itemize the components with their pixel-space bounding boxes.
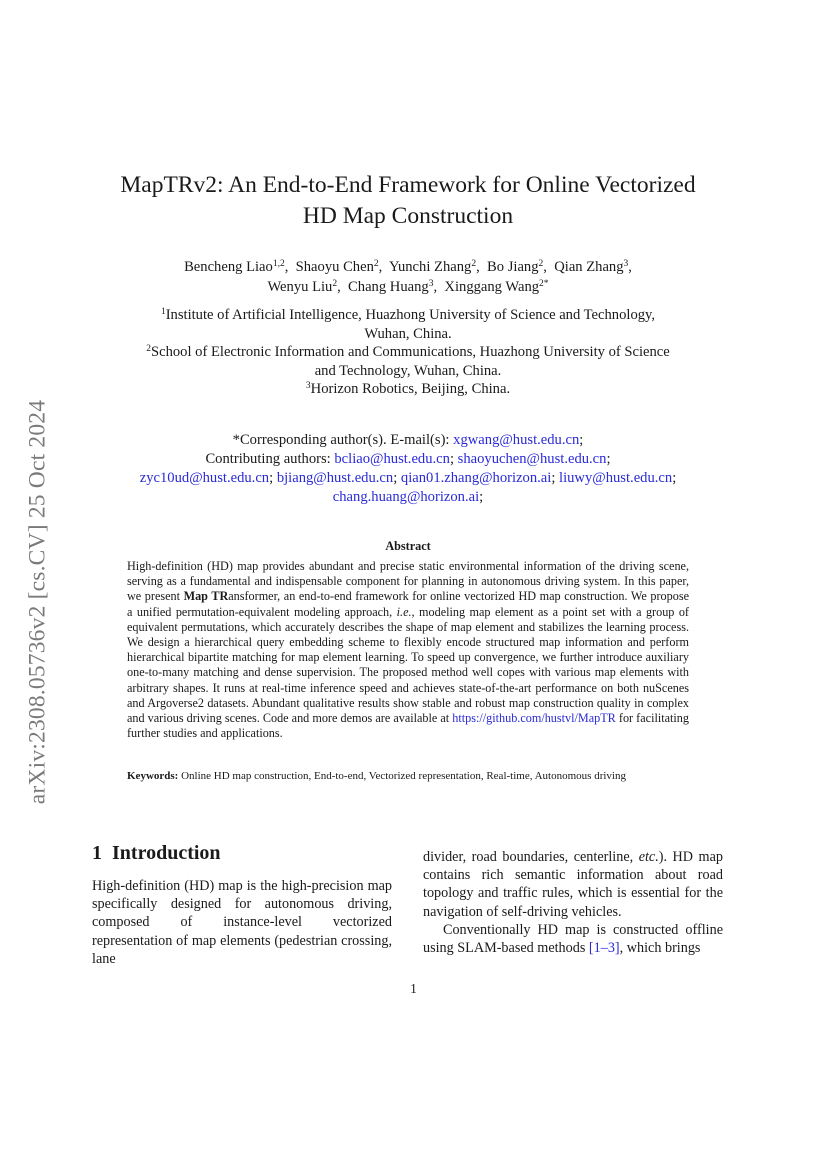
author-affiliation-mark: 2 <box>373 259 379 269</box>
section-heading <box>92 842 221 865</box>
arxiv-identifier: arXiv:2308.05736v2 [cs.CV] 25 Oct 2024 <box>24 399 51 805</box>
affiliations <box>100 306 716 399</box>
author-affiliation-mark: 3 <box>428 279 434 289</box>
affiliation-3 <box>100 380 716 399</box>
abstract-span: High-definition (HD) map provides abundant and precise static environmental information of the driving scene, serving as a fundamental and indispensable component for planning in autonomous driving system. In this paper, we present <box>127 559 689 604</box>
affiliation-mark: 2 <box>146 344 151 355</box>
author-affiliation-mark: 2 <box>332 279 338 289</box>
author-affiliation-mark: 2 <box>471 259 477 269</box>
text-span: divider, road boundaries, centerline, <box>423 849 639 865</box>
author-name: Shaoyu Chen <box>295 259 374 275</box>
affiliation-2-cont: and Technology, Wuhan, China. <box>314 362 502 379</box>
contributing-line: Contributing authors: bcliao@hust.edu.cn; shaoyuchen@hust.edu.cn; <box>205 451 611 467</box>
email-link[interactable]: chang.huang@horizon.ai <box>332 489 480 505</box>
title-line-1: MapTRv2: An End-to-End Framework for Online Vectorized <box>120 172 696 198</box>
contributing-label: Contributing authors: <box>205 451 331 467</box>
text-span: ). HD map contains rich semantic information about road topology and traffic rules, which is essential for the navigation of self-driving vehicles. <box>423 849 723 920</box>
affiliation-text: Horizon Robotics, Beijing, China. <box>310 381 511 398</box>
affiliation-text: Institute of Artificial Intelligence, Huazhong University of Science and Technology, <box>165 307 656 323</box>
corresponding-label: *Corresponding author(s). E-mail(s): <box>232 432 450 448</box>
intro-paragraph: High-definition (HD) map is the high-precision map specifically designed for autonomous driving, composed of instance-level vectorized representation of map elements (pedestrian crossing, lane <box>92 878 392 967</box>
email-link[interactable]: qian01.zhang@horizon.ai <box>400 470 552 486</box>
arxiv-sidebar <box>23 360 53 844</box>
abstract-italic: i.e. <box>396 604 412 619</box>
author-name: Bencheng Liao <box>184 259 273 275</box>
affiliation-2 <box>100 343 716 362</box>
text-span: , which brings <box>619 940 701 957</box>
keywords-label: Keywords: <box>127 770 179 782</box>
email-link[interactable]: liuwy@hust.edu.cn <box>559 470 673 486</box>
affiliation-1 <box>100 306 716 325</box>
code-link[interactable]: https://github.com/hustvl/MapTR <box>452 711 616 726</box>
citation-link[interactable]: [1–3] <box>588 940 620 957</box>
contact-block <box>90 431 726 507</box>
author-name: Xinggang Wang <box>444 279 540 295</box>
section-number: 1 <box>92 842 102 864</box>
affiliation-text: School of Electronic Information and Communications, Huazhong University of Science <box>150 344 670 361</box>
text-span: Conventionally HD map is constructed offline using SLAM-based methods <box>423 921 723 957</box>
abstract-text <box>127 559 689 741</box>
corresponding-line: *Corresponding author(s). E-mail(s): xgwang@hust.edu.cn; <box>232 432 584 448</box>
email-link[interactable]: xgwang@hust.edu.cn <box>453 432 580 448</box>
abstract-span: ansformer, an end-to-end framework for online vectorized HD map construction. We propose a unified permutation-equivalent modeling approach, <box>127 589 689 619</box>
contributing-line-2: zyc10ud@hust.edu.cn; bjiang@hust.edu.cn; qian01.zhang@horizon.ai; liuwy@hust.edu.cn; <box>139 470 677 486</box>
author-name: Yunchi Zhang <box>389 259 472 275</box>
author-name: Chang Huang <box>348 279 429 295</box>
author-list <box>100 257 716 297</box>
author-name: Bo Jiang <box>487 259 539 275</box>
author-affiliation-mark: 2* <box>539 279 549 289</box>
abstract-span: , modeling map element as a point set with a group of equivalent permutations, which accurately describes the shape of map element and stabilizes the learning process. We design a hierarchical query embedding scheme to flexibly encode structured map information and perform hierarchical bipartite matching for map element learning. To speed up convergence, we further introduce auxiliary one-to-many matching and dense supervision. The proposed method well copes with various map elements with arbitrary shapes. It runs at real-time inference speed and achieves state-of-the-art performance on both nuScenes and Argoverse2 datasets. Abundant qualitative results show stable and robust map construction quality in complex and various driving scenes. Code and more demos are available at <box>127 604 689 726</box>
keywords <box>127 770 689 784</box>
author-line-2: Wenyu Liu$^2$, Chang Huang$^3$, Xinggang Wang$^{2*}$ <box>267 279 549 295</box>
left-column <box>92 877 392 968</box>
affiliation-1-cont: Wuhan, China. <box>364 325 452 342</box>
intro-paragraph-cont <box>423 848 723 921</box>
email-link[interactable]: bjiang@hust.edu.cn <box>276 470 394 486</box>
affiliation-mark: 1 <box>160 307 166 317</box>
keywords-text: Online HD map construction, End-to-end, Vectorized representation, Real-time, Autonomous driving <box>181 770 626 782</box>
author-affiliation-mark: 2 <box>538 259 544 269</box>
email-link[interactable]: shaoyuchen@hust.edu.cn <box>457 451 607 467</box>
paper-title <box>100 170 716 232</box>
author-name: Wenyu Liu <box>267 279 333 295</box>
title-line-2: HD Map Construction <box>302 203 514 229</box>
author-name: Qian Zhang <box>554 259 624 275</box>
contributing-line-3: chang.huang@horizon.ai; <box>332 489 484 505</box>
author-affiliation-mark: 1,2 <box>272 259 285 269</box>
abstract-bold: Map TR <box>183 589 229 604</box>
right-column <box>423 848 723 957</box>
affiliation-mark: 3 <box>305 381 311 392</box>
section-title: Introduction <box>112 842 221 864</box>
email-link[interactable]: bcliao@hust.edu.cn <box>334 451 450 467</box>
email-link[interactable]: zyc10ud@hust.edu.cn <box>139 470 270 486</box>
intro-paragraph-2 <box>423 921 723 957</box>
author-line-1: Bencheng Liao$^{1,2}$, Shaoyu Chen$^2$, Yunchi Zhang$^2$, Bo Jiang$^2$, Qian Zhang$^3$, <box>184 259 632 275</box>
abstract-heading: Abstract <box>385 539 431 553</box>
abstract-span: for facilitating further studies and applications. <box>127 711 689 741</box>
page-number: 1 <box>410 981 417 996</box>
author-affiliation-mark: 3 <box>623 259 629 269</box>
text-italic: etc. <box>638 849 659 865</box>
